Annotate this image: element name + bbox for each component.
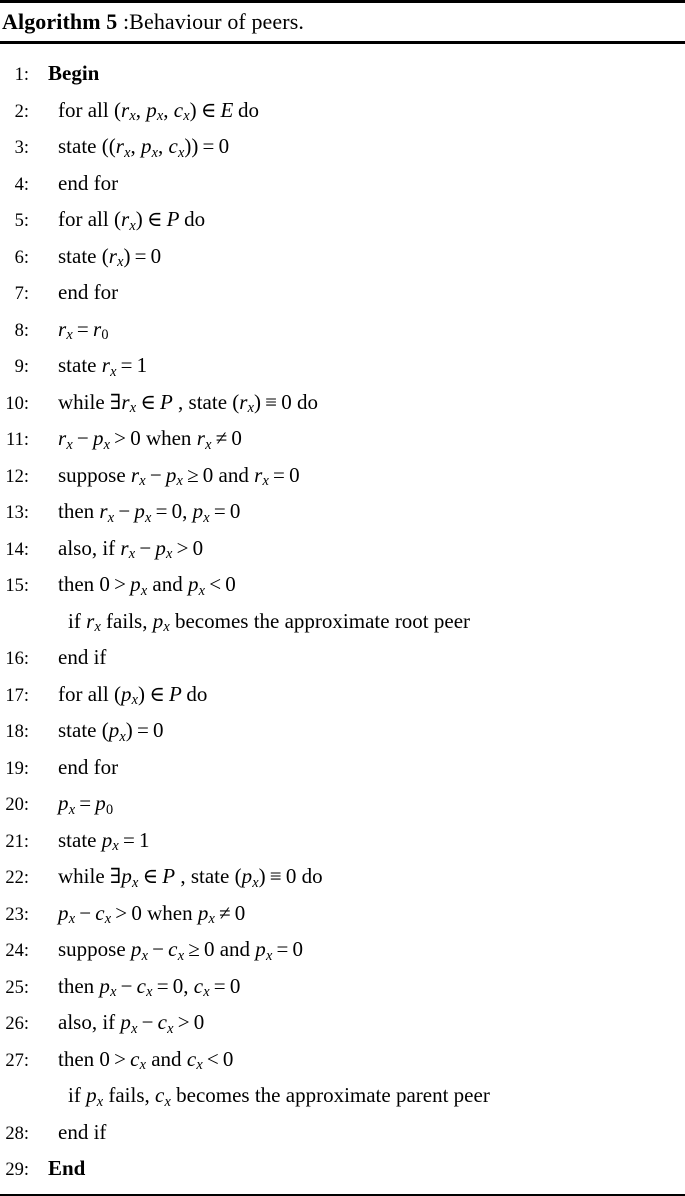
line-number: 9: xyxy=(14,357,29,377)
algorithm-line xyxy=(0,1077,685,1114)
algorithm-line xyxy=(0,1041,685,1078)
line-number: 5: xyxy=(14,211,29,231)
algorithm-line xyxy=(0,420,685,457)
line-statement: for all ($r_x$, $p_x$, $c_x$) ∈ E do xyxy=(58,97,259,125)
line-statement: $r_x = r0$ xyxy=(58,316,109,344)
line-statement: end for xyxy=(58,280,119,304)
algorithm-line xyxy=(0,238,685,275)
line-statement: end if xyxy=(58,645,107,669)
algorithm-line xyxy=(0,165,685,202)
algorithm-title-name: Algorithm 5 xyxy=(2,9,118,34)
line-statement: then $r_x - p_x = 0$, $p_x = 0$ xyxy=(58,499,241,526)
line-number: 12: xyxy=(5,466,29,487)
algorithm-line xyxy=(0,968,685,1005)
algorithm-line xyxy=(0,530,685,567)
line-number: 18: xyxy=(5,722,29,742)
line-statement: for all $(p_x)$ ∈ P do xyxy=(58,681,208,709)
line-statement: state $p_x = 1$ xyxy=(58,827,150,855)
algorithm-line xyxy=(0,931,685,968)
line-statement: then $0 > p_x$ and $p_x < 0$ xyxy=(58,572,236,599)
algorithm-line xyxy=(0,384,685,421)
algorithm-title-caption: :Behaviour of peers. xyxy=(117,9,304,34)
line-number: 25: xyxy=(5,977,29,998)
line-statement: end if xyxy=(58,1119,107,1144)
line-number: 4: xyxy=(14,174,29,195)
algorithm-line xyxy=(0,1150,685,1187)
algorithm-line xyxy=(0,822,685,859)
line-statement: end for xyxy=(58,170,119,195)
algorithm-line xyxy=(0,457,685,494)
line-statement: suppose $r_x - p_x \ge 0$ and $r_x = 0$ xyxy=(58,462,300,490)
algorithm-line xyxy=(0,347,685,384)
algorithm-line xyxy=(0,566,685,603)
line-number: 3: xyxy=(14,138,29,158)
line-number: 14: xyxy=(5,539,29,560)
algorithm-line xyxy=(0,493,685,530)
line-number: 28: xyxy=(5,1123,29,1144)
line-number: 2: xyxy=(14,101,29,122)
line-statement: $p_x = p0$ xyxy=(58,791,114,818)
line-number: 21: xyxy=(5,831,29,852)
line-statement: state $r_x = 1$ xyxy=(58,353,148,380)
line-number: 6: xyxy=(14,247,29,268)
line-number: 20: xyxy=(5,795,29,815)
line-number: 10: xyxy=(5,393,29,414)
line-statement: then $p_x - c_x = 0$, $c_x = 0$ xyxy=(58,973,241,1001)
line-number: 27: xyxy=(5,1050,29,1071)
algorithm-line xyxy=(0,201,685,238)
algorithm-line xyxy=(0,311,685,348)
algorithm-line xyxy=(0,274,685,311)
line-number: 29: xyxy=(5,1160,29,1180)
bottom-rule xyxy=(0,1194,685,1196)
algorithm-line xyxy=(0,895,685,932)
line-statement: while $\exists r_x$ ∈ P , state $(r_x) \equiv 0$ do xyxy=(58,389,318,417)
line-statement: if $r_x$ fails, $p_x$ becomes the approximate root peer xyxy=(68,608,471,636)
line-statement: suppose $p_x - c_x \ge 0$ and $p_x = 0$ xyxy=(58,937,304,964)
algorithm-line xyxy=(0,858,685,895)
algorithm-line xyxy=(0,55,685,92)
line-number: 26: xyxy=(5,1014,29,1034)
line-number: 11: xyxy=(6,430,29,450)
line-number: 15: xyxy=(5,576,29,596)
line-number: 19: xyxy=(5,758,29,779)
line-statement: state $(r_x) = 0$ xyxy=(58,243,162,271)
line-statement: also, if $p_x - c_x > 0$ xyxy=(58,1010,205,1037)
line-number: 23: xyxy=(5,904,29,925)
line-statement: Begin xyxy=(48,61,100,85)
line-statement: $p_x - c_x > 0$ when $p_x \ne 0$ xyxy=(58,900,246,928)
line-number: 7: xyxy=(14,284,29,304)
line-number: 22: xyxy=(5,868,29,888)
line-statement: state $(p_x) = 0$ xyxy=(58,718,164,745)
line-statement: if $p_x$ fails, $c_x$ becomes the approximate parent peer xyxy=(68,1083,490,1110)
algorithm-line xyxy=(0,603,685,640)
line-number: 1: xyxy=(14,65,29,85)
line-statement: End xyxy=(48,1156,86,1180)
line-statement: state (($r_x$, $p_x$, $c_x)) = 0$ xyxy=(58,134,230,161)
algorithm-line xyxy=(0,785,685,822)
line-statement: $r_x - p_x > 0$ when $r_x \ne 0$ xyxy=(58,426,242,453)
line-number: 16: xyxy=(5,649,29,669)
line-number: 24: xyxy=(5,941,29,961)
line-statement: while $\exists p_x$ ∈ P , state $(p_x) \equiv 0$ do xyxy=(58,864,323,891)
line-number: 13: xyxy=(5,503,29,523)
line-number: 17: xyxy=(5,685,29,706)
algorithm-title xyxy=(0,3,685,40)
line-number: 8: xyxy=(14,320,29,341)
algorithm-line xyxy=(0,1004,685,1041)
algorithm-line xyxy=(0,676,685,713)
algorithm-lines xyxy=(0,44,685,1189)
algorithm-line xyxy=(0,128,685,165)
algorithm-line xyxy=(0,749,685,786)
line-statement: end for xyxy=(58,754,119,779)
algorithm-line xyxy=(0,92,685,129)
line-statement: also, if $r_x - p_x > 0$ xyxy=(58,535,204,563)
algorithm-line xyxy=(0,712,685,749)
line-statement: for all $(r_x)$ ∈ P do xyxy=(58,207,206,234)
line-statement: then $0 > c_x$ and $c_x < 0$ xyxy=(58,1046,234,1074)
